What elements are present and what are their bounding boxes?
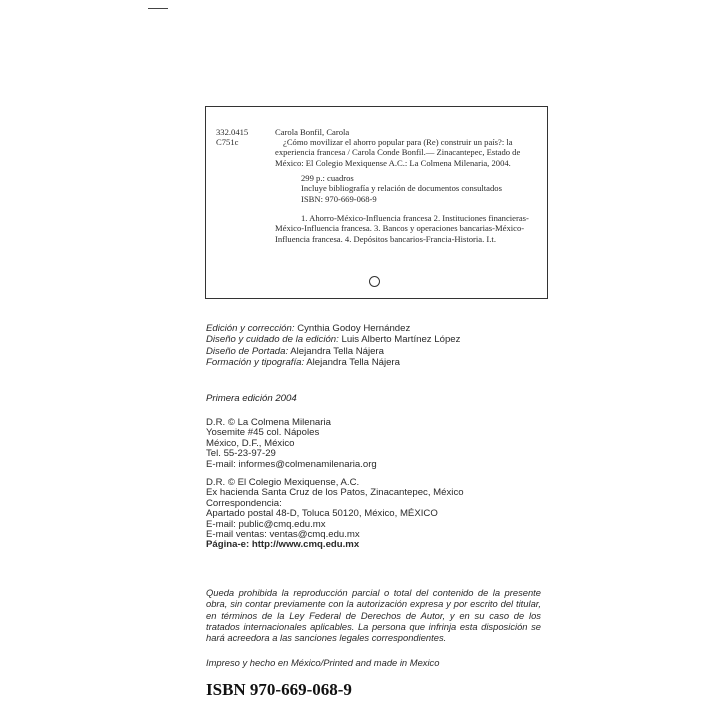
card-isbn: ISBN: 970-669-068-9 bbox=[301, 193, 377, 204]
card-subjects: 1. Ahorro-México-Influencia francesa 2. Instituciones financieras-México-Influencia francesa. 3. Bancos y operaciones bancarias-México-Influencia francesa. 4. Depósitos bancarios-Francia-Historia. I.t. bbox=[275, 213, 529, 244]
card-physical-description bbox=[301, 173, 541, 204]
credit-name: Cynthia Godoy Hernández bbox=[297, 323, 411, 334]
publisher-line: Correspondencia: bbox=[206, 497, 282, 509]
credit-role: Diseño de Portada: bbox=[206, 345, 289, 357]
publisher-line: Tel. 55-23-97-29 bbox=[206, 448, 276, 460]
call-number bbox=[216, 127, 248, 148]
credit-row bbox=[206, 334, 460, 345]
printed-in-line: Impreso y hecho en México/Printed and made in Mexico bbox=[206, 657, 440, 668]
card-hole bbox=[369, 276, 380, 287]
credit-name: Luis Alberto Martínez López bbox=[341, 334, 461, 346]
credit-row bbox=[206, 346, 460, 357]
call-number-cutter: C751c bbox=[216, 137, 239, 148]
publisher-line: E-mail: public@cmq.edu.mx bbox=[206, 518, 326, 530]
card-author: Carola Bonfil, Carola bbox=[275, 127, 350, 137]
publisher-line: D.R. © La Colmena Milenaria bbox=[206, 417, 331, 428]
catalog-card bbox=[205, 106, 548, 299]
credit-role: Diseño y cuidado de la edición: bbox=[206, 334, 339, 346]
publisher-line: D.R. © El Colegio Mexiquense, A.C. bbox=[206, 477, 360, 488]
top-mark bbox=[148, 8, 168, 9]
card-bibliography-note: Incluye bibliografía y relación de documentos consultados bbox=[301, 183, 502, 194]
credit-role: Edición y corrección: bbox=[206, 323, 295, 334]
credit-row bbox=[206, 357, 460, 368]
publisher-line: Apartado postal 48-D, Toluca 50120, México, MÉXICO bbox=[206, 508, 438, 520]
publisher-line: Ex hacienda Santa Cruz de los Patos, Zinacantepec, México bbox=[206, 487, 464, 499]
credit-role: Formación y tipografía: bbox=[206, 356, 305, 368]
call-number-class: 332.0415 bbox=[216, 127, 249, 137]
credit-row bbox=[206, 323, 460, 334]
web-page-line: Página-e: http://www.cmq.edu.mx bbox=[206, 539, 360, 551]
credit-name: Alejandra Tella Nájera bbox=[306, 356, 400, 368]
card-pages: 299 p.: cuadros bbox=[301, 173, 354, 183]
publisher-line: E-mail: informes@colmenamilenaria.org bbox=[206, 458, 377, 470]
card-main-entry: ¿Cómo movilizar el ahorro popular para (Re) construir un país?: la experiencia francesa / Carola Conde Bonfil.— Zinacantepec, Estado de México: El Colegio Mexiquense A.C.: La Colmena Milenaria, 2004. bbox=[275, 137, 521, 168]
publisher-colmena bbox=[206, 418, 377, 470]
publisher-line: Yosemite #45 col. Nápoles bbox=[206, 427, 320, 439]
credit-name: Alejandra Tella Nájera bbox=[290, 345, 384, 357]
credits bbox=[206, 323, 460, 368]
publisher-line: E-mail ventas: ventas@cmq.edu.mx bbox=[206, 529, 360, 541]
isbn-large: ISBN 970-669-068-9 bbox=[206, 680, 352, 699]
edition-line: Primera edición 2004 bbox=[206, 393, 297, 404]
legal-notice: Queda prohibida la reproducción parcial o total del contenido de la presente obra, sin contar previamente con la autorización expresa y por escrito del titular, en términos de la Ley Federal de Derechos de Autor, y en su caso de los tratados internacionales aplicables. La persona que infrinja esta disposición se hará acreedora a las sanciones legales correspondientes. bbox=[206, 587, 541, 644]
publisher-line: México, D.F., México bbox=[206, 437, 295, 449]
publisher-colegio bbox=[206, 478, 464, 551]
